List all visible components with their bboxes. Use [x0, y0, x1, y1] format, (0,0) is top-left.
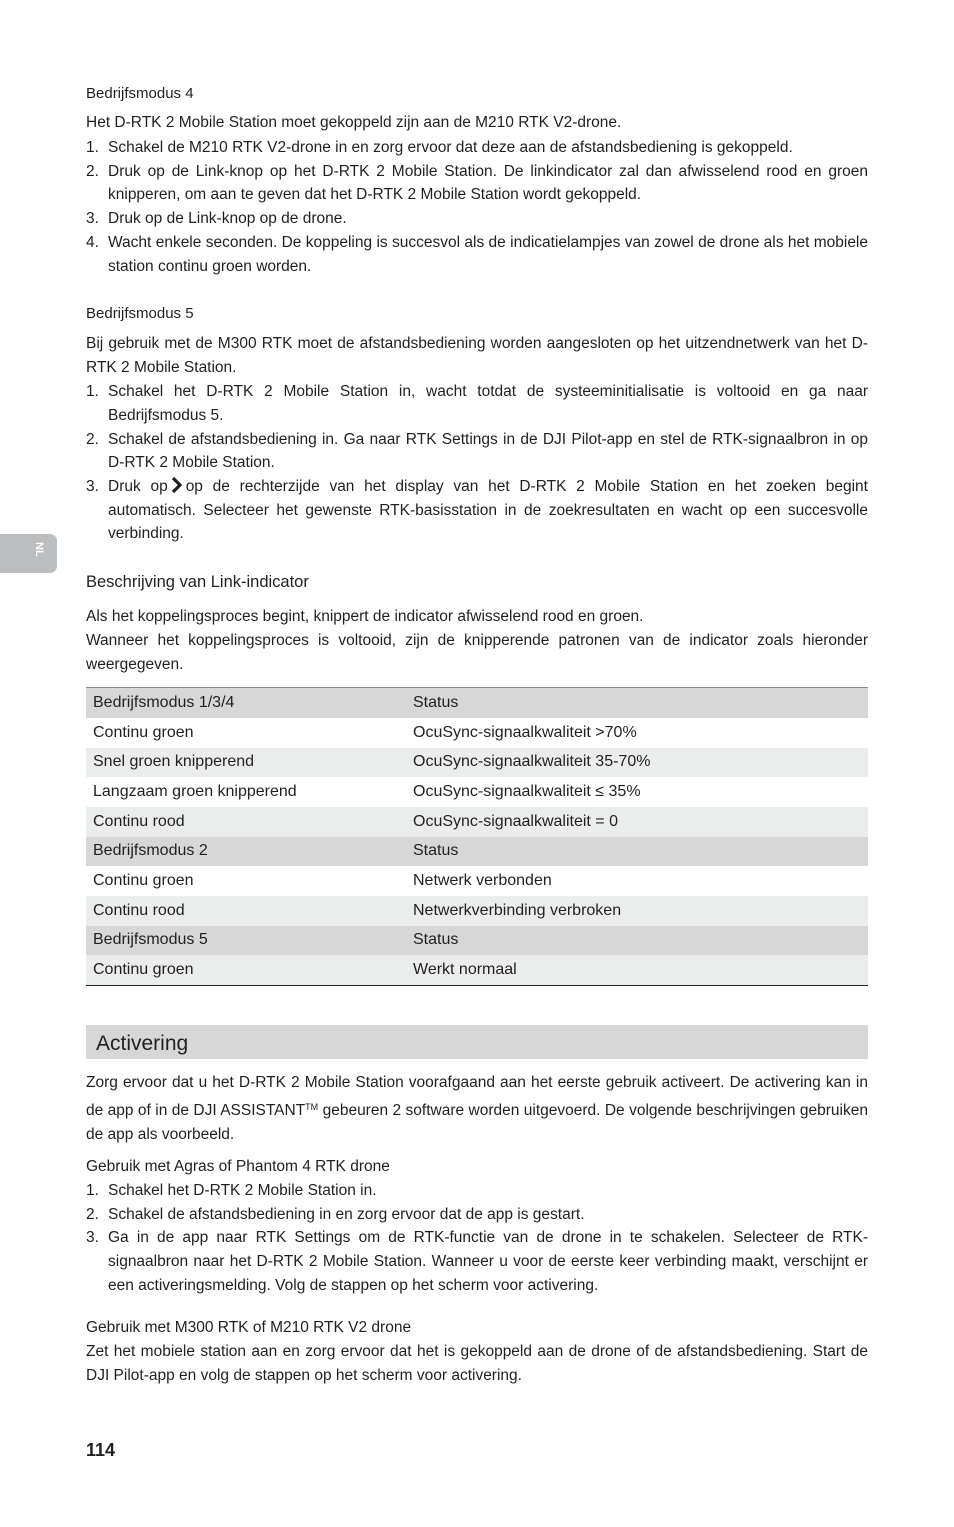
mode4-steps — [86, 136, 868, 278]
status-table — [86, 687, 868, 986]
language-tab — [0, 534, 57, 573]
page-number: 114 — [86, 1440, 116, 1460]
link-indicator-para-1: Als het koppelingsproces begint, knippert de indicator afwisselend rood en groen. — [86, 608, 644, 626]
agras-steps — [86, 1179, 868, 1298]
list-item: 3. Ga in de app naar RTK Settings om de RTK-functie van de drone in te schakelen. Selecteer de RTK-signaalbron naar het D-RTK 2 Mobile Station. Wanneer u voor de eerste keer verbinding maakt, verschijnt er een activeringsmelding. Volg de stappen op het scherm voor activering. — [86, 1229, 868, 1294]
table-row: Continu groen Netwerk verbonden — [86, 866, 868, 896]
mode5-steps — [86, 380, 868, 546]
list-item: 2. Schakel de afstandsbediening in. Ga naar RTK Settings in de DJI Pilot-app en stel de RTK-signaalbron in op D-RTK 2 Mobile Station. — [86, 430, 868, 472]
table-row: Continu rood Netwerkverbinding verbroken — [86, 896, 868, 926]
mode5-intro: Bij gebruik met de M300 RTK moet de afstandsbediening worden aangesloten op het uitzendnetwerk van het D-RTK 2 Mobile Station. — [86, 335, 868, 377]
table-row: Bedrijfsmodus 2 Status — [86, 837, 868, 867]
table-row: Langzaam groen knipperend OcuSync-signaalkwaliteit ≤ 35% — [86, 777, 868, 807]
table-row: Continu groen OcuSync-signaalkwaliteit >70% — [86, 718, 868, 748]
mode4-section — [86, 84, 868, 278]
activation-intro: Zorg ervoor dat u het D-RTK 2 Mobile Station voorafgaand aan het eerste gebruik activeert. De activering kan in de app of in de DJI ASSISTANT™ gebeuren 2 software worden uitgevoerd. De volgende beschrijvingen gebruiken de app als voorbeeld. — [86, 1074, 868, 1144]
table-row: Bedrijfsmodus 5 Status — [86, 926, 868, 956]
language-tab-label: NL — [33, 542, 45, 557]
list-item: 3. Druk op de Link-knop op de drone. — [86, 210, 347, 228]
chevron-right-icon — [170, 476, 184, 494]
activation-section — [86, 1071, 868, 1388]
table-row: Snel groen knipperend OcuSync-signaalkwaliteit 35-70% — [86, 748, 868, 778]
table-row: Continu rood OcuSync-signaalkwaliteit = 0 — [86, 807, 868, 837]
mode4-title: Bedrijfsmodus 4 — [86, 85, 194, 102]
list-item: 4. Wacht enkele seconden. De koppeling is succesvol als de indicatielampjes van zowel de drone als het mobiele station continu groen worden. — [86, 233, 868, 275]
list-item: 1. Schakel het D-RTK 2 Mobile Station in, wacht totdat de systeeminitialisatie is voltooid en ga naar Bedrijfsmodus 5. — [86, 383, 868, 424]
list-item: 2. Schakel de afstandsbediening in en zorg ervoor dat de app is gestart. — [86, 1205, 585, 1223]
table-row: Continu groen Werkt normaal — [86, 955, 868, 985]
link-indicator-para-2: Wanneer het koppelingsproces is voltooid, zijn de knipperende patronen van de indicator zoals hieronder weergegeven. — [86, 632, 868, 674]
page-content — [86, 84, 868, 1388]
mode5-section — [86, 304, 868, 546]
activation-heading: Activering — [86, 1025, 868, 1059]
agras-title: Gebruik met Agras of Phantom 4 RTK drone — [86, 1158, 390, 1176]
link-indicator-section — [86, 571, 868, 986]
list-item: 1. Schakel het D-RTK 2 Mobile Station in. — [86, 1182, 377, 1200]
mode4-intro: Het D-RTK 2 Mobile Station moet gekoppeld zijn aan de M210 RTK V2-drone. — [86, 114, 622, 131]
list-item: 2. Druk op de Link-knop op het D-RTK 2 Mobile Station. De linkindicator zal dan afwisselend rood en groen knipperen, om aan te geven dat het D-RTK 2 Mobile Station wordt gekoppeld. — [86, 162, 868, 204]
list-item: 1. Schakel de M210 RTK V2-drone in en zorg ervoor dat deze aan de afstandsbediening is gekoppeld. — [86, 139, 793, 156]
mode5-title: Bedrijfsmodus 5 — [86, 305, 194, 323]
m300-text: Zet het mobiele station aan en zorg ervoor dat het is gekoppeld aan de drone of de afstandsbediening. Start de DJI Pilot-app en volg de stappen op het scherm voor activering. — [86, 1342, 868, 1384]
m300-title: Gebruik met M300 RTK of M210 RTK V2 drone — [86, 1318, 412, 1336]
link-indicator-title: Beschrijving van Link-indicator — [86, 573, 309, 592]
list-item: 3. Druk op op de rechterzijde van het display van het D-RTK 2 Mobile Station en het zoeken begint automatisch. Selecteer het gewenste RTK-basisstation in de zoekresultaten en wacht op een succesvolle verbinding. — [86, 478, 868, 543]
table-row: Bedrijfsmodus 1/3/4 Status — [86, 688, 868, 718]
